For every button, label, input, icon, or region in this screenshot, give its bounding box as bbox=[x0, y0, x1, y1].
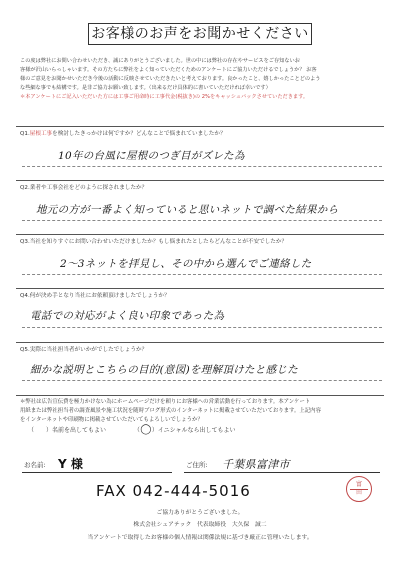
section-divider bbox=[16, 342, 384, 343]
name-value: Y 様 bbox=[58, 457, 83, 471]
question-1: Q1.屋根工事を検討したきっかけは何ですか？どんなことで悩まれていましたか？ bbox=[20, 131, 226, 137]
answer-1: 10年の台風に屋根のつぎ目がズレた為 bbox=[58, 150, 245, 162]
consent-text: ＊弊社は広告宣伝費を極力かけない為にホームページだけを頼りにお客様への営業活動を行っております。本アンケート 用紙または弊社担当者の調査風景や施工状況を随時ブログ形式のインターネットに掲載させていただいております。上記内容 をインターネットや印刷物に掲載させていただいてもよろしいでしょうか？ bbox=[20, 399, 321, 423]
address-underline bbox=[184, 472, 380, 473]
thanks-text: ご協力ありがとうございました。 bbox=[156, 510, 244, 516]
answer-5: 細かな説明とこちらの目的(意図)を理解頂けたと感じた bbox=[30, 364, 298, 376]
question-5: Q5.実際に当社担当者がいかがでしたでしょうか？ bbox=[20, 347, 148, 353]
section-divider bbox=[16, 180, 384, 181]
option-initial-label: イニシャルなら出してもよい bbox=[157, 427, 236, 434]
question-4: Q4.何が決め手となり当社にお依頼頂けましたでしょうか？ bbox=[20, 293, 170, 299]
intro-line: 様のご意見をお聞かせいただき今後の活動に反映させていただきたいと考えております。良かったこと、嬉しかったことどのよう bbox=[20, 76, 321, 82]
question-2: Q2.業者や工事会社をどのように探されましたか？ bbox=[20, 185, 148, 191]
answer-line bbox=[22, 166, 382, 167]
company-seal: 富 田 bbox=[346, 476, 372, 502]
section-divider bbox=[16, 234, 384, 235]
address-value: 千葉県富津市 bbox=[222, 458, 290, 471]
answer-line bbox=[22, 327, 382, 328]
answer-line bbox=[22, 274, 382, 275]
name-label: お名前: bbox=[24, 461, 46, 469]
question-3: Q3.当社を知りすぐにお問い合わせいただけましたか？もし悩まれたとしたらどんなことが不安でしたか？ bbox=[20, 239, 288, 245]
option-initial-checkbox[interactable]: （◯） bbox=[133, 424, 158, 435]
answer-3: 2〜3ネットを拝見し、その中から選んでご連絡した bbox=[60, 258, 312, 270]
page-title: お客様のお声をお聞かせください bbox=[88, 23, 312, 45]
section-divider bbox=[16, 126, 384, 127]
fax-number: FAX 042-444-5016 bbox=[96, 482, 251, 500]
intro-text bbox=[20, 57, 384, 102]
section-divider bbox=[16, 288, 384, 289]
option-name-checkbox[interactable]: （ ） bbox=[28, 427, 53, 434]
answer-4: 電話での対応がよく良い印象であった為 bbox=[30, 310, 225, 322]
publish-options bbox=[28, 426, 236, 435]
intro-line: 客様が沢山いらっしゃいます。その方たちに弊社をよく知っていただくためのアンケートにご協力いただけるでしょうか？ お客 bbox=[20, 67, 317, 73]
answer-line bbox=[22, 220, 382, 221]
answer-line bbox=[22, 380, 382, 381]
section-divider bbox=[16, 395, 384, 396]
intro-line: な些細な事でも結構です。是非ご協力お願い致します。（出来るだけ具体的に書いていただければ幸いです） bbox=[20, 85, 271, 91]
intro-line: この度は弊社にお問い合わせいただき、誠にありがとうございました。世の中には弊社の存在やサービスをご存知ないお bbox=[20, 58, 300, 64]
option-name-label: 名前を出してもよい bbox=[52, 427, 107, 434]
name-underline bbox=[22, 472, 172, 473]
answer-2: 地元の方が一番よく知っていると思いネットで調べた結果から bbox=[36, 204, 339, 216]
cashback-note: ＊本アンケートにご記入いただいた方には工事ご用命時に工事代金(税抜き)の 2%をキャッシュバックさせていただきます。 bbox=[20, 94, 309, 100]
privacy-note: 当アンケートで取得したお客様の個人情報は関係法規に基づき厳正に管理いたします。 bbox=[87, 535, 313, 541]
company-name: 株式会社シェアテック 代表取締役 大久保 誠二 bbox=[133, 522, 267, 528]
address-label: ご住所: bbox=[186, 461, 208, 469]
